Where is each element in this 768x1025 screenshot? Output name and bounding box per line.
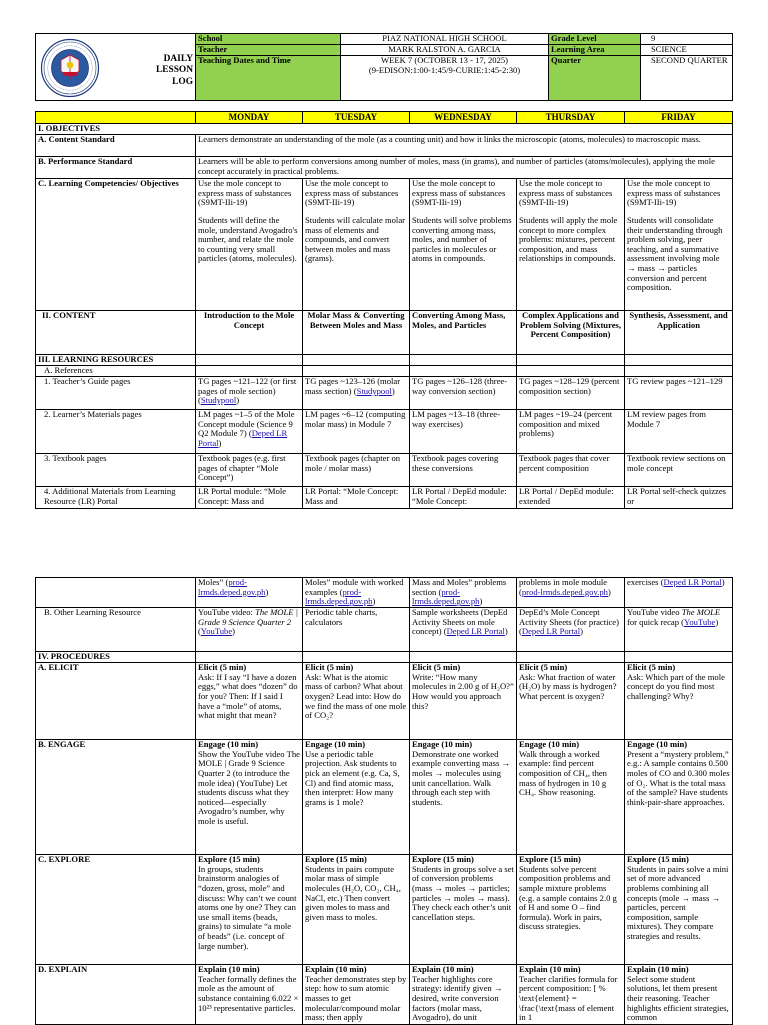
lm-label: 2. Learner’s Materials pages bbox=[36, 410, 196, 454]
empty-cell bbox=[625, 366, 733, 377]
step-body: Select some student solutions, let them present their reasoning. Teacher highlights efficient strategies, common bbox=[627, 973, 729, 1023]
content-topic-thursday: Complex Applications and Problem Solving (Mixtures, Percent Composition) bbox=[517, 311, 625, 355]
grade-value: 9 bbox=[641, 34, 733, 45]
other-pre: DepEd’s Mole Concept Activity Sheets (for practice) ( bbox=[519, 607, 619, 637]
step-head: Engage (10 min) bbox=[627, 739, 688, 749]
area-label: Learning Area bbox=[549, 45, 641, 56]
references-label: A. References bbox=[36, 366, 196, 377]
step-head: Engage (10 min) bbox=[305, 739, 366, 749]
studypool-link[interactable]: Studypool bbox=[356, 385, 392, 396]
tg-label: 1. Teacher’s Guide pages bbox=[36, 377, 196, 410]
lr-after: ) bbox=[372, 596, 376, 607]
day-tuesday: TUESDAY bbox=[303, 112, 410, 124]
explain-monday bbox=[196, 965, 303, 1025]
lrmds-link[interactable]: prod-lrmds.deped.gov.ph bbox=[198, 577, 266, 597]
objective-text: Students will solve problems converting among mass, moles, and number of particles in molecules or atoms in compounds. bbox=[412, 214, 512, 264]
elicit-monday bbox=[196, 663, 303, 740]
elicit-wednesday bbox=[410, 663, 517, 740]
other-after: ) bbox=[504, 626, 508, 637]
quarter-value: SECOND QUARTER bbox=[641, 56, 733, 101]
step-head: Explain (10 min) bbox=[198, 964, 260, 974]
step-head: Engage (10 min) bbox=[519, 739, 580, 749]
step-body: Write: “How many molecules in 2.00 g of H₂O?” How would you approach this? bbox=[412, 671, 514, 711]
explore-friday bbox=[625, 855, 733, 965]
dates-line-2: (9-EDISON:1:00-1:45/9-CURIE:1:45-2:30) bbox=[368, 65, 521, 76]
header-table bbox=[35, 33, 733, 101]
day-wednesday: WEDNESDAY bbox=[410, 112, 517, 124]
step-head: Explore (15 min) bbox=[627, 854, 689, 864]
deped-lr-portal-link[interactable]: Deped LR Portal bbox=[521, 626, 581, 637]
tg-thursday: TG pages ~128–129 (percent composition section) bbox=[517, 377, 625, 410]
other-monday bbox=[196, 608, 303, 652]
lr-cont-friday bbox=[625, 578, 733, 608]
other-after: ) bbox=[715, 616, 719, 627]
day-thursday: THURSDAY bbox=[517, 112, 625, 124]
school-label: School bbox=[196, 34, 341, 45]
title-line-3: LOG bbox=[172, 76, 193, 87]
explore-thursday bbox=[517, 855, 625, 965]
empty-cell bbox=[410, 355, 517, 366]
lr-text: problems in mole module ( bbox=[519, 577, 608, 597]
step-body: Present a “mystery problem,” e.g.: A sample contains 0.500 moles of CO and 0.300 moles of O₂. What is the total mass of the sample? Have students think-pair-share approaches. bbox=[627, 748, 730, 807]
lr-after: ) bbox=[479, 596, 483, 607]
content-standard-text: Learners demonstrate an understanding of the mole (as a counting unit) and how it links the microscopic (atoms, molecules) to macroscopic mass. bbox=[196, 135, 733, 157]
lr-cont-thursday bbox=[517, 578, 625, 608]
explain-label: D. EXPLAIN bbox=[36, 965, 196, 1025]
competency-monday bbox=[196, 179, 303, 311]
engage-label: B. ENGAGE bbox=[36, 740, 196, 855]
step-head: Engage (10 min) bbox=[412, 739, 473, 749]
step-body: Walk through a worked example: find percent composition of CH₄, then mass of hydrogen in 10 g CH₄. Show reasoning. bbox=[519, 748, 607, 798]
tg-after: ) bbox=[236, 395, 240, 406]
dates-value bbox=[341, 56, 549, 101]
empty-cell bbox=[517, 355, 625, 366]
lr-cont-wednesday bbox=[410, 578, 517, 608]
tg-text: TG pages ~121–122 (or first pages of mole section) ( bbox=[198, 376, 297, 406]
step-body: Teacher highlights core strategy: identify given → desired, write conversion factors (molar mass, Avogadro), do unit bbox=[412, 973, 503, 1023]
content-label: II. CONTENT bbox=[36, 311, 196, 355]
step-head: Explore (15 min) bbox=[519, 854, 581, 864]
step-body: Students in groups solve a set of conversion problems (mass → moles → particles; particles → moles → mass). They check each other’s unit cancellation steps. bbox=[412, 863, 514, 922]
step-head: Engage (10 min) bbox=[198, 739, 259, 749]
youtube-link[interactable]: YouTube bbox=[200, 626, 233, 637]
lr-thursday: LR Portal / DepEd module: extended bbox=[517, 487, 625, 509]
explain-tuesday bbox=[303, 965, 410, 1025]
explore-tuesday bbox=[303, 855, 410, 965]
step-body: Ask: Which part of the mole concept do you find most challenging? Why? bbox=[627, 671, 725, 701]
objectives-heading: I. OBJECTIVES bbox=[36, 124, 733, 135]
lesson-table-part2 bbox=[35, 577, 733, 1025]
step-body: Students in pairs solve a mini set of more advanced problems combining all concepts (mole → mass → particles, percent composition, sample mixtures). They compare strategies and results. bbox=[627, 863, 729, 941]
day-monday: MONDAY bbox=[196, 112, 303, 124]
teacher-value: MARK RALSTON A. GARCIA bbox=[341, 45, 549, 56]
engage-thursday bbox=[517, 740, 625, 855]
objective-text: Students will define the mole, understand Avogadro's number, and relate the mole to counting very small particles (atoms, molecules). bbox=[198, 214, 298, 264]
step-head: Explain (10 min) bbox=[412, 964, 474, 974]
objective-text: Students will apply the mole concept to more complex problems: mixtures, percent composition, and mass relationships in compounds. bbox=[519, 214, 618, 264]
step-head: Explore (15 min) bbox=[305, 854, 367, 864]
resources-label: III. LEARNING RESOURCES bbox=[36, 355, 196, 366]
content-topic-wednesday: Converting Among Mass, Moles, and Particles bbox=[410, 311, 517, 355]
elicit-thursday bbox=[517, 663, 625, 740]
empty-cell bbox=[196, 366, 303, 377]
step-body: Ask: What fraction of water (H₂O) by mass is hydrogen? What percent is oxygen? bbox=[519, 671, 617, 701]
explain-friday bbox=[625, 965, 733, 1025]
explore-wednesday bbox=[410, 855, 517, 965]
lrmds-link[interactable]: prod-lrmds.deped.gov.ph bbox=[305, 586, 373, 607]
content-standard-label: A. Content Standard bbox=[36, 135, 196, 157]
step-body: Students solve percent composition problems and sample mixture problems (e.g. a sample contains 2.0 g of H and some O – find formula). Work in pairs, discuss strategies. bbox=[519, 863, 617, 932]
tb-wednesday: Textbook pages covering these conversions bbox=[410, 454, 517, 487]
step-head: Explain (10 min) bbox=[305, 964, 367, 974]
competency-code: Use the mole concept to express mass of substances (S9MT-IIi-19) bbox=[412, 178, 506, 208]
other-mid: ( bbox=[198, 626, 201, 637]
engage-tuesday bbox=[303, 740, 410, 855]
tb-friday: Textbook review sections on mole concept bbox=[625, 454, 733, 487]
lr-wednesday: LR Portal / DepEd module: “Mole Concept: bbox=[410, 487, 517, 509]
lr-text: Mass and Moles” problems section ( bbox=[412, 577, 507, 597]
dates-label: Teaching Dates and Time bbox=[196, 56, 341, 101]
competency-wednesday bbox=[410, 179, 517, 311]
step-body: Teacher demonstrates step by step: how to sum atomic masses to get molecular/compound molar mass; then apply bbox=[305, 973, 407, 1023]
step-body: In groups, students brainstorm analogies of “dozen, gross, mole” and discuss: Why can’t we count atoms one by one? They can use small items (beads, grains) to simulate “a mole of beads” (i.e. concept of large number). bbox=[198, 863, 297, 951]
objective-text: Students will calculate molar mass of elements and compounds, and convert between moles and mass (grams). bbox=[305, 214, 405, 264]
empty-cell bbox=[410, 366, 517, 377]
other-friday bbox=[625, 608, 733, 652]
other-after: ) bbox=[580, 626, 583, 637]
elicit-tuesday bbox=[303, 663, 410, 740]
empty-cell bbox=[303, 355, 410, 366]
area-value: SCIENCE bbox=[641, 45, 733, 56]
title-line-1: DAILY bbox=[163, 53, 193, 64]
lm-tuesday: LM pages ~6–12 (computing molar mass) in Module 7 bbox=[303, 410, 410, 454]
lr-continued-label bbox=[36, 578, 196, 608]
day-friday: FRIDAY bbox=[625, 112, 733, 124]
other-thursday bbox=[517, 608, 625, 652]
performance-standard-label: B. Performance Standard bbox=[36, 157, 196, 179]
quarter-label: Quarter bbox=[549, 56, 641, 101]
empty-cell bbox=[517, 366, 625, 377]
step-body: Demonstrate one worked example converting mass → moles → molecules using unit cancellation. Walk through each step with students. bbox=[412, 748, 511, 807]
step-head: Elicit (5 min) bbox=[412, 662, 461, 672]
step-head: Elicit (5 min) bbox=[519, 662, 568, 672]
title-line-2: LESSON bbox=[156, 65, 193, 76]
empty-cell bbox=[303, 366, 410, 377]
deped-lr-portal-link[interactable]: Deped LR Portal bbox=[198, 428, 288, 448]
other-pre: Sample worksheets (DepEd Activity Sheets on mole concept) ( bbox=[412, 607, 508, 637]
competency-code: Use the mole concept to express mass of substances (S9MT-IIi-19) bbox=[519, 178, 613, 208]
lm-wednesday: LM pages ~13–18 (three-way exercises) bbox=[410, 410, 517, 454]
lr-label: 4. Additional Materials from Learning Resource (LR) Portal bbox=[36, 487, 196, 509]
explore-monday bbox=[196, 855, 303, 965]
daily-lesson-log-title bbox=[38, 54, 193, 88]
empty-cell bbox=[196, 355, 303, 366]
explain-thursday bbox=[517, 965, 625, 1025]
empty-cell bbox=[410, 652, 517, 663]
empty-cell bbox=[196, 652, 303, 663]
empty-cell bbox=[625, 652, 733, 663]
competency-code: Use the mole concept to express mass of substances (S9MT-IIi-19) bbox=[627, 178, 721, 208]
tb-tuesday: Textbook pages (chapter on mole / molar mass) bbox=[303, 454, 410, 487]
empty-cell bbox=[625, 355, 733, 366]
content-topic-tuesday: Molar Mass & Converting Between Moles and Mass bbox=[303, 311, 410, 355]
step-body: Students in pairs compute molar mass of simple molecules (H₂O, CO₂, CH₄, NaCl, etc.) Then convert given moles to mass and given mass to moles. bbox=[305, 863, 401, 922]
lr-cont-tuesday bbox=[303, 578, 410, 608]
content-topic-monday: Introduction to the Mole Concept bbox=[196, 311, 303, 355]
step-body: Show the YouTube video The MOLE | Grade 9 Science Quarter 2 (to introduce the mole idea) (YouTube) Let students discuss what they noticed—especially Avogadro’s number, why mole is useful. bbox=[198, 748, 300, 826]
step-body: Teacher formally defines the mole as the amount of substance containing 6.022 × 10²³ representative particles. bbox=[198, 973, 299, 1013]
performance-standard-text: Learners will be able to perform conversions among number of moles, mass (in grams), and number of particles (atoms/molecules), applying the mole concept accurately in practical problems. bbox=[196, 157, 733, 179]
tb-thursday: Textbook pages that cover percent composition bbox=[517, 454, 625, 487]
empty-cell bbox=[517, 652, 625, 663]
procedures-label: IV. PROCEDURES bbox=[36, 652, 196, 663]
logo-title-cell bbox=[36, 34, 196, 101]
tg-monday bbox=[196, 377, 303, 410]
tg-tuesday bbox=[303, 377, 410, 410]
youtube-link[interactable]: YouTube bbox=[684, 616, 716, 627]
elicit-friday bbox=[625, 663, 733, 740]
lrmds-link[interactable]: prod-lrmds.deped.gov.ph bbox=[412, 586, 480, 607]
tg-after: ) bbox=[391, 385, 395, 396]
competency-tuesday bbox=[303, 179, 410, 311]
other-title: The MOLE | Grade 9 Science Quarter 2 bbox=[198, 607, 299, 627]
lm-after: ) bbox=[218, 437, 222, 448]
tg-wednesday: TG pages ~126–128 (three-way conversion section) bbox=[410, 377, 517, 410]
grade-label: Grade Level bbox=[549, 34, 641, 45]
lr-text: Moles” module with worked examples ( bbox=[305, 577, 404, 597]
day-header-blank bbox=[36, 112, 196, 124]
engage-wednesday bbox=[410, 740, 517, 855]
deped-lr-portal-link[interactable]: Deped LR Portal bbox=[663, 577, 722, 587]
empty-cell bbox=[303, 652, 410, 663]
elicit-label: A. ELICIT bbox=[36, 663, 196, 740]
step-head: Elicit (5 min) bbox=[198, 662, 247, 672]
engage-monday bbox=[196, 740, 303, 855]
other-pre: YouTube video bbox=[627, 607, 682, 617]
lr-text: Moles” ( bbox=[198, 577, 229, 587]
step-head: Explain (10 min) bbox=[519, 964, 581, 974]
lr-tuesday: LR Portal: “Mole Concept: Mass and bbox=[303, 487, 410, 509]
school-value: PIAZ NATIONAL HIGH SCHOOL bbox=[341, 34, 549, 45]
tb-label: 3. Textbook pages bbox=[36, 454, 196, 487]
other-resource-label: B. Other Learning Resource bbox=[36, 608, 196, 652]
dates-line-1: WEEK 7 (OCTOBER 13 - 17, 2025) bbox=[380, 55, 509, 66]
competency-code: Use the mole concept to express mass of substances (S9MT-IIi-19) bbox=[198, 178, 292, 208]
lm-friday: LM review pages from Module 7 bbox=[625, 410, 733, 454]
lr-monday: LR Portal module: “Mole Concept: Mass and bbox=[196, 487, 303, 509]
step-head: Explain (10 min) bbox=[627, 964, 689, 974]
step-head: Explore (15 min) bbox=[412, 854, 474, 864]
lr-after: ) bbox=[607, 586, 611, 597]
competency-friday bbox=[625, 179, 733, 311]
deped-lr-portal-link[interactable]: Deped LR Portal bbox=[446, 626, 505, 637]
tb-monday: Textbook pages (e.g. first pages of chapter “Mole Concept”) bbox=[196, 454, 303, 487]
lr-after: ) bbox=[721, 577, 725, 587]
lr-text: exercises ( bbox=[627, 577, 664, 587]
lrmds-link[interactable]: prod-lrmds.deped.gov.ph bbox=[521, 586, 608, 597]
other-wednesday bbox=[410, 608, 517, 652]
competencies-label: C. Learning Competencies/ Objectives bbox=[36, 179, 196, 311]
step-head: Explore (15 min) bbox=[198, 854, 260, 864]
lr-friday: LR Portal self-check quizzes or bbox=[625, 487, 733, 509]
step-head: Elicit (5 min) bbox=[305, 662, 354, 672]
lesson-table-part1 bbox=[35, 111, 733, 509]
other-mid: for quick recap ( bbox=[627, 616, 685, 627]
lm-monday bbox=[196, 410, 303, 454]
other-title: The MOLE bbox=[681, 607, 721, 617]
studypool-link[interactable]: Studypool bbox=[200, 395, 237, 406]
teacher-label: Teacher bbox=[196, 45, 341, 56]
competency-thursday bbox=[517, 179, 625, 311]
step-body: Teacher clarifies formula for percent composition: [ % \text{element} = \frac{\text{mass of element in 1 bbox=[519, 973, 618, 1023]
other-pre: YouTube video: bbox=[198, 607, 256, 617]
other-tuesday: Periodic table charts, calculators bbox=[303, 608, 410, 652]
lr-cont-monday bbox=[196, 578, 303, 608]
step-head: Elicit (5 min) bbox=[627, 662, 676, 672]
lm-thursday: LM pages ~19–24 (percent composition and mixed problems) bbox=[517, 410, 625, 454]
competency-code: Use the mole concept to express mass of substances (S9MT-IIi-19) bbox=[305, 178, 399, 208]
engage-friday bbox=[625, 740, 733, 855]
explain-wednesday bbox=[410, 965, 517, 1025]
step-body: Ask: What is the atomic mass of carbon? What about oxygen? Lead into: How do we find the mass of one mole of CO₂? bbox=[305, 671, 407, 721]
content-topic-friday: Synthesis, Assessment, and Application bbox=[625, 311, 733, 355]
tg-friday: TG review pages ~121–129 bbox=[625, 377, 733, 410]
lm-text: LM pages ~1–5 of the Mole Concept module (Science 9 Q2 Module 7) ( bbox=[198, 409, 295, 439]
lr-after: ) bbox=[265, 586, 269, 597]
objective-text: Students will consolidate their understanding through problem solving, peer teaching, and a summative assessment involving mole → mass → particles conversion and percent composition. bbox=[627, 214, 723, 293]
other-after: ) bbox=[232, 626, 236, 637]
explore-label: C. EXPLORE bbox=[36, 855, 196, 965]
step-body: Use a periodic table projection. Ask students to pick an element (e.g. Ca, S, Cl) and find atomic mass, then interpret: How many grams is 1 mole? bbox=[305, 748, 400, 807]
tg-text: TG pages ~123–126 (molar mass section) ( bbox=[305, 376, 401, 396]
step-body: Ask: If I say “I have a dozen eggs,” what does “dozen” do for you? Then: If I said I have a “mole” of atoms, what might that mean? bbox=[198, 671, 298, 721]
